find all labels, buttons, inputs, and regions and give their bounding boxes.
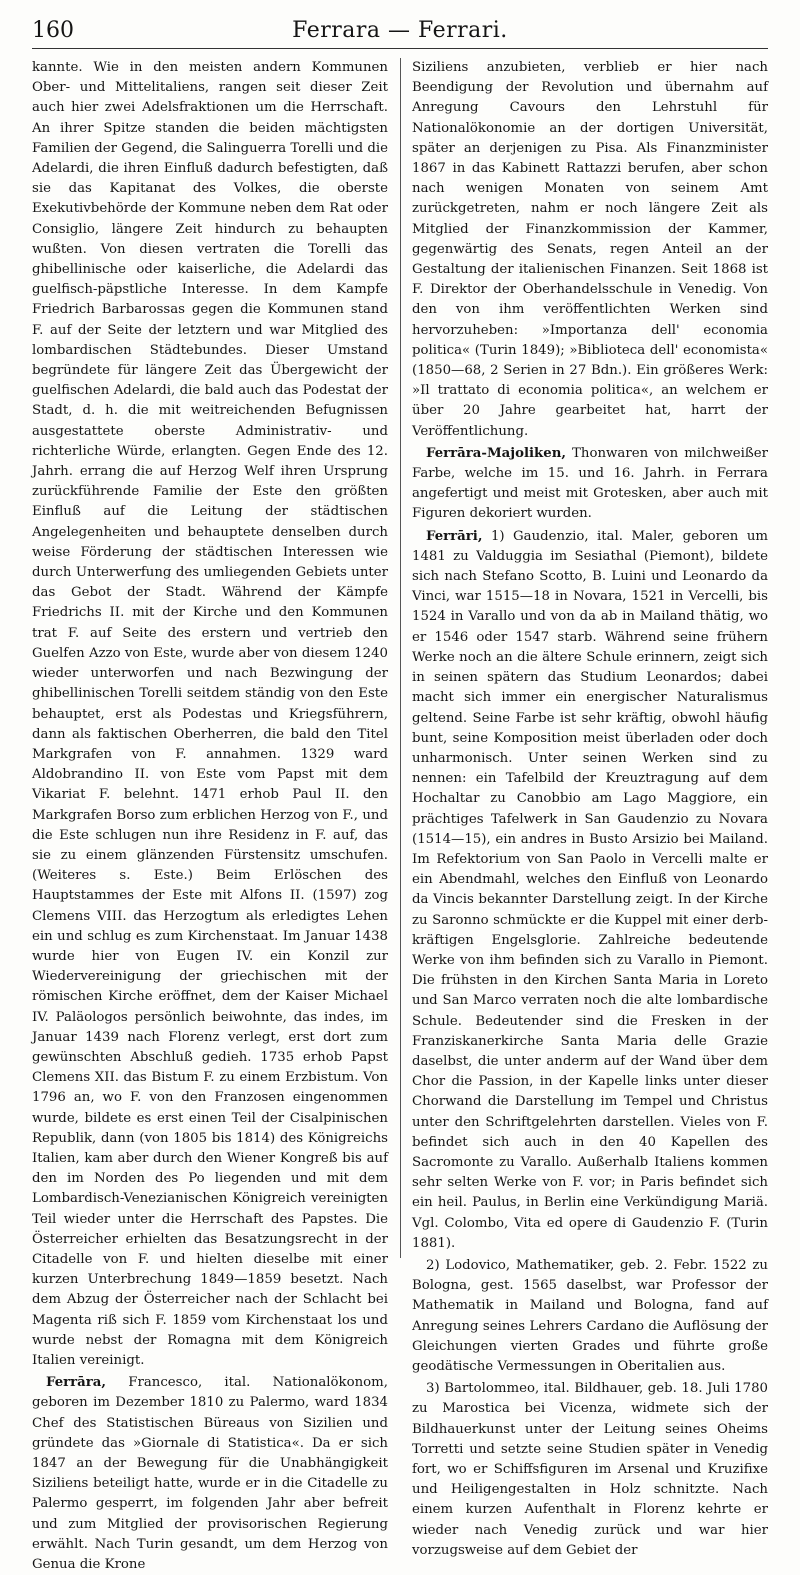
entry-lemma: Ferrāra, xyxy=(46,1375,107,1391)
article-continuation xyxy=(412,58,768,442)
article-entry xyxy=(412,444,768,525)
article-subentry xyxy=(412,1256,768,1377)
entry-lemma: Ferrāra-Majoliken, xyxy=(426,445,567,461)
entry-text: 2) Lodovico, Mathematiker, geb. 2. Febr. 1522 zu Bologna, gest. 1565 daselbst, war Professor der Mathematik in Mailand und Bologna, fand auf Anregung seines Lehrers Cardano die Auflösung der Gleichungen vierten Grades und führte große geodätische Vermessungen in Oberitalien aus. xyxy=(412,1257,768,1374)
page-number: 160 xyxy=(32,18,74,43)
article-subentry xyxy=(412,1379,768,1561)
text-columns xyxy=(32,58,768,1573)
running-title: Ferrara — Ferrari. xyxy=(292,18,508,43)
entry-lemma: Ferrāri, xyxy=(426,528,483,544)
left-column xyxy=(32,58,388,1573)
article-entry xyxy=(412,527,768,1254)
entry-text: Thonwaren von milchweißer Farbe, welche im 15. und 16. Jahrh. in Ferrara angefertigt und meist mit Grotesken, aber auch mit Figuren dekoriert wurden. xyxy=(412,445,768,522)
article-entry xyxy=(32,1373,388,1575)
entry-text: Francesco, ital. Nationalökonom, geboren im Dezember 1810 zu Palermo, ward 1834 Chef des Statistischen Büreaus von Sizilien und gründete das »Giornale di Statistica«. Da er sich 1847 an der Bewegung für die Unabhängigkeit Siziliens beteiligt hatte, wurde er in die Citadelle zu Palermo gesperrt, im folgenden Jahr aber befreit und zum Mitglied der provisorischen Regierung erwählt. Nach Turin gesandt, um dem Herzog von Genua die Krone xyxy=(32,1375,388,1573)
right-column xyxy=(412,58,768,1558)
article-continuation: kannte. Wie in den meisten andern Kommunen Ober- und Mittelitaliens, rangen seit dieser Zeit auch hier zwei Adelsfraktionen um die Herrschaft. An ihrer Spitze standen die beiden mächtigsten Familien der Gegend, die Salinguerra Torelli und die Adelardi, die ihren Einfluß dadurch befestigten, daß sie das Kapitanat des Volkes, die oberste Exekutivbehörde der Kommune neben dem Rat oder Consiglio, längere Zeit hindurch zu behaupten wußten. Von diesen vertraten die Torelli das ghibellinische oder kaiserliche, die Adelardi das guelfisch-päpstliche Interesse. In dem Kampfe Friedrich Barbarossas gegen die Kommunen stand F. auf der Seite der letztern und war Mitglied des lombardischen Städtebundes. Dieser Umstand begründete für längere Zeit das Übergewicht der guelfischen Adelardi, die bald auch das Podestat der Stadt, d. h. die mit weitreichenden Befugnissen ausgestattete oberste Administrativ- und richterliche Würde, erlangten. Gegen Ende des 12. Jahrh. errang die auf Herzog Welf ihren Ursprung zurückführende Familie der Este den größten Einfluß auf die Leitung der städtischen Angelegenheiten und behauptete denselben durch weise Förderung der städtischen Interessen wie durch Unterwerfung des umliegenden Gebiets unter das Gebot der Stadt. Während der Kämpfe Friedrichs II. mit der Kirche und den Kommunen trat F. auf Seite des erstern und vertrieb den Guelfen Azzo von Este, wurde aber von diesem 1240 wieder unterworfen und nach Bezwingung der ghibellinischen Torelli seitdem ständig von den Este behauptet, erst als Podestas und Kriegsführern, dann als faktischen Oberherren, die bald den Titel Markgrafen von F. annahmen. 1329 ward Aldobrandino II. von Este vom Papst mit dem Vikariat F. belehnt. 1471 erhob Paul II. den Markgrafen Borso zum erblichen Herzog von F., und die Este schlugen nun ihre Residenz in F. auf, das sie zu einem glänzenden Fürstensitz umschufen. (Weiteres s. Este.) Beim Erlöschen des Hauptstammes der Este mit Alfons II. (1597) zog Clemens VIII. das Herzogtum als erledigtes Lehen ein und schlug es zum Kirchenstaat. Im Januar 1438 wurde hier von Eugen IV. ein Konzil zur Wiedervereinigung der griechischen mit der römischen Kirche eröffnet, dem der Kaiser Michael IV. Paläologos persönlich beiwohnte, das indes, im Januar 1439 nach Florenz verlegt, erst dort zum gewünschten Abschluß gedieh. 1735 erhob Papst Clemens XII. das Bistum F. zu einem Erzbistum. Von 1796 an, wo F. von den Franzosen eingenommen wurde, bildete es erst einen Teil der Cisalpinischen Republik, dann (von 1805 bis 1814) des Königreichs Italien, kam aber durch den Wiener Kongreß bis auf den im Norden des Po liegenden und mit dem Lombardisch-Venezianischen Königreich vereinigten Teil wieder unter die Herrschaft des Papstes. Die Österreicher erhielten das Besatzungsrecht in der Citadelle von F. und hielten dieselbe mit einer kurzen Unterbrechung 1849—1859 besetzt. Nach dem Abzug der Österreicher nach der Schlacht bei Magenta riß sich F. 1859 vom Kirchenstaat los und wurde nebst der Romagna mit dem Königreich Italien vereinigt. xyxy=(32,60,388,1368)
entry-text: 1) Gaudenzio, ital. Maler, geboren um 1481 zu Valduggia im Sesiathal (Piemont), bildete sich nach Stefano Scotto, B. Luini und Leonardo da Vinci, war 1515—18 in Novara, 1521 in Vercelli, bis 1524 in Varallo und von da ab in Mailand thätig, wo er 1546 oder 1547 starb. Während seine frühern Werke noch an die ältere Schule erinnern, zeigt sich in seinen spätern das Studium Leonardos; dabei macht sich immer ein energischer Naturalismus geltend. Seine Farbe ist sehr kräftig, obwohl häufig bunt, seine Komposition meist überladen oder doch unharmonisch. Unter seinen Werken sind zu nennen: ein Tafelbild der Kreuztragung auf dem Hochaltar zu Canobbio am Lago Maggiore, ein prächtiges Tafelwerk in San Gaudenzio zu Novara (1514—15), ein andres in Busto Arsizio bei Mailand. Im Refektorium von San Paolo in Vercelli malte er ein Abendmahl, welches den Einfluß von Leonardo da Vincis bekannter Darstellung zeigt. In der Kirche zu Saronno schmückte er die Kuppel mit einer derb-kräftigen Engelsglorie. Zahlreiche bedeutende Werke von ihm befinden sich zu Varallo in Piemont. Die frühsten in den Kirchen Santa Maria in Loreto und San Marco verraten noch die alte lombardische Schule. Bedeutender sind die Fresken in der Franziskanerkirche Santa Maria delle Grazie daselbst, die unter anderm auf der Wand über dem Chor die Passion, in der Kapelle links unter dieser Chorwand die Darstellung im Tempel und Christus unter den Schriftgelehrten darstellen. Vieles von F. befindet sich auch in den 40 Kapellen des Sacromonte zu Varallo. Außerhalb Italiens kommen sehr selten Werke von F. vor; in Paris befindet sich ein heil. Paulus, in Berlin eine Verkündigung Mariä. Vgl. Colombo, Vita ed opere di Gaudenzio F. (Turin 1881). xyxy=(412,528,768,1251)
entry-text: 3) Bartolommeo, ital. Bildhauer, geb. 18. Juli 1780 zu Marostica bei Vicenza, widmete sich der Bildhauerkunst unter der Leitung seines Oheims Torretti und setzte seine Studien später in Venedig fort, wo er Schiffsfiguren im Arsenal und Kruzifixe und Heiligengestalten in Holz schnitzte. Nach einem kurzen Aufenthalt in Florenz kehrte er wieder nach Venedig zurück und war hier vorzugsweise auf dem Gebiet der xyxy=(412,1381,768,1558)
page-header xyxy=(32,14,768,49)
entry-text: Siziliens anzubieten, verblieb er hier nach Beendigung der Revolution und übernahm auf Anregung Cavours den Lehrstuhl für Nationalökonomie an der dortigen Universität, später an derjenigen zu Pisa. Als Finanzminister 1867 in das Kabinett Rattazzi berufen, aber schon nach wenigen Monaten von seinem Amt zurückgetreten, nahm er noch längere Zeit als Mitglied der Finanzkommission der Kammer, gegenwärtig des Senats, regen Anteil an der Gestaltung der italienischen Finanzen. Seit 1868 ist F. Direktor der Oberhandelsschule in Venedig. Von den von ihm veröffentlichten Werken sind hervorzuheben: »Importanza dell' economia politica« (Turin 1849); »Biblioteca dell' economista« (1850—68, 2 Serien in 27 Bdn.). Ein größeres Werk: »Il trattato di economia politica«, an welchem er über 20 Jahre gearbeitet hat, harrt der Veröffentlichung. xyxy=(412,60,768,439)
